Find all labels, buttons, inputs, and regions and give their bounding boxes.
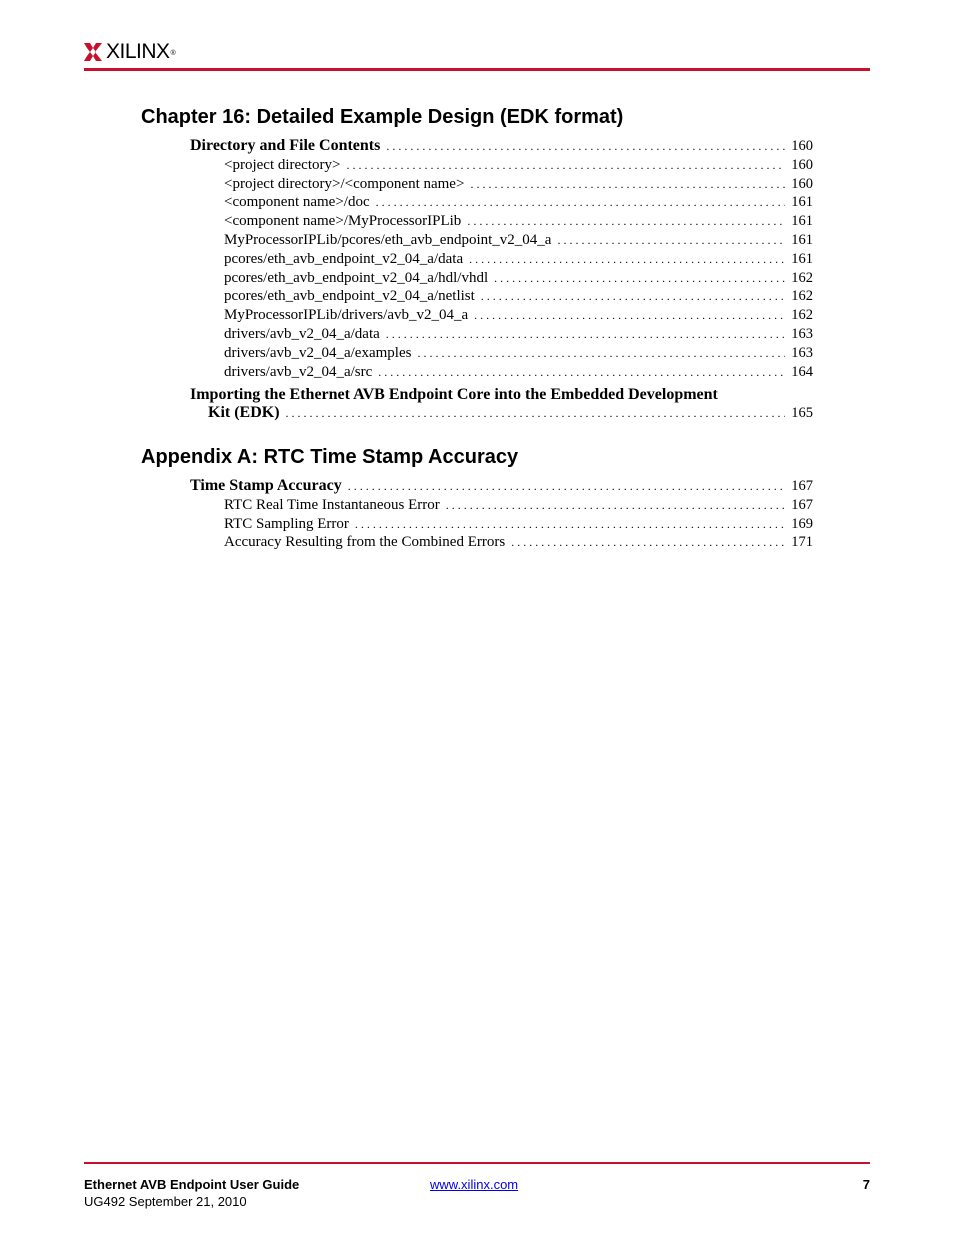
toc-entry[interactable] bbox=[190, 175, 813, 194]
toc-entry-label: pcores/eth_avb_endpoint_v2_04_a/data bbox=[224, 250, 464, 267]
leader-dots bbox=[386, 325, 785, 344]
xilinx-logo bbox=[84, 40, 175, 64]
page-number: 7 bbox=[862, 1177, 870, 1192]
toc-entry[interactable] bbox=[190, 363, 813, 382]
toc-page-number: 167 bbox=[791, 478, 813, 494]
toc-entry-label: drivers/avb_v2_04_a/src bbox=[224, 363, 373, 380]
toc-entry[interactable] bbox=[190, 231, 813, 250]
toc-section bbox=[190, 477, 813, 552]
leader-dots bbox=[511, 533, 785, 552]
toc-entry-label: <component name>/doc bbox=[224, 194, 370, 211]
toc-entry[interactable] bbox=[190, 496, 813, 515]
toc-entry[interactable] bbox=[190, 306, 813, 325]
toc-page-number: 162 bbox=[791, 288, 813, 305]
toc-entry-label: <project directory> bbox=[224, 156, 341, 173]
toc-entry-label: drivers/avb_v2_04_a/data bbox=[224, 325, 380, 342]
toc-entry[interactable] bbox=[190, 137, 813, 156]
toc-entry[interactable] bbox=[190, 287, 813, 306]
guide-title: Ethernet AVB Endpoint User Guide bbox=[84, 1177, 300, 1192]
toc-page-number: 161 bbox=[791, 194, 813, 211]
toc-page-number: 164 bbox=[791, 363, 813, 380]
header-rule bbox=[84, 68, 870, 71]
toc-entry-label: pcores/eth_avb_endpoint_v2_04_a/netlist bbox=[224, 288, 475, 305]
toc-section bbox=[190, 137, 813, 381]
footer-left bbox=[84, 1176, 299, 1210]
toc-page-number: 161 bbox=[791, 250, 813, 267]
toc-page-number: 162 bbox=[791, 307, 813, 324]
toc-page-number: 160 bbox=[791, 156, 813, 173]
toc-entry[interactable] bbox=[190, 515, 813, 534]
toc-entry-label: <component name>/MyProcessorIPLib bbox=[224, 213, 462, 230]
toc-page-number: 160 bbox=[791, 138, 813, 154]
leader-dots bbox=[376, 193, 786, 212]
logo-text: XILINX® bbox=[106, 40, 176, 63]
toc-entry[interactable] bbox=[190, 533, 813, 552]
footer-rule bbox=[84, 1162, 870, 1164]
toc-entry-label: drivers/avb_v2_04_a/examples bbox=[224, 344, 412, 361]
toc-entry[interactable] bbox=[190, 193, 813, 212]
toc-entry-multiline[interactable] bbox=[190, 385, 813, 423]
leader-dots bbox=[467, 212, 785, 231]
leader-dots bbox=[286, 404, 786, 423]
leader-dots bbox=[470, 175, 785, 194]
leader-dots bbox=[474, 306, 785, 325]
toc-entry[interactable] bbox=[190, 325, 813, 344]
toc-entry[interactable] bbox=[190, 156, 813, 175]
leader-dots bbox=[348, 477, 786, 496]
toc-entry-label: Kit (EDK) bbox=[208, 404, 280, 421]
chapter-title: Appendix A: RTC Time Stamp Accuracy bbox=[141, 446, 519, 468]
toc-page-number: 167 bbox=[791, 496, 813, 513]
toc-entry-label: Accuracy Resulting from the Combined Errors bbox=[224, 534, 506, 551]
toc-entry-label: RTC Sampling Error bbox=[224, 515, 349, 532]
toc-entry-label: RTC Real Time Instantaneous Error bbox=[224, 496, 440, 513]
leader-dots bbox=[469, 250, 785, 269]
toc-page-number: 171 bbox=[791, 534, 813, 551]
leader-dots bbox=[494, 269, 785, 288]
toc-entry-label: Importing the Ethernet AVB Endpoint Core into the Embedded Development bbox=[190, 386, 718, 403]
leader-dots bbox=[355, 515, 785, 534]
toc-entry[interactable] bbox=[190, 250, 813, 269]
toc-page-number: 165 bbox=[791, 405, 813, 421]
footer-center bbox=[430, 1176, 518, 1193]
toc-entry[interactable] bbox=[190, 212, 813, 231]
leader-dots bbox=[417, 344, 785, 363]
toc-page-number: 163 bbox=[791, 344, 813, 361]
toc-entry[interactable] bbox=[190, 477, 813, 496]
toc-page-number: 162 bbox=[791, 269, 813, 286]
chapter-title: Chapter 16: Detailed Example Design (EDK format) bbox=[141, 106, 624, 128]
leader-dots bbox=[557, 231, 785, 250]
toc-page-number: 160 bbox=[791, 175, 813, 192]
toc-entry-label: Time Stamp Accuracy bbox=[190, 477, 342, 494]
leader-dots bbox=[446, 496, 786, 515]
toc-entry-label: MyProcessorIPLib/pcores/eth_avb_endpoint_v2_04_a bbox=[224, 231, 552, 248]
toc-entry-label: <project directory>/<component name> bbox=[224, 175, 465, 192]
toc-page-number: 169 bbox=[791, 515, 813, 532]
xilinx-mark-icon bbox=[84, 43, 102, 61]
toc-page-number: 163 bbox=[791, 325, 813, 342]
website-link[interactable]: www.xilinx.com bbox=[430, 1177, 519, 1192]
toc-entry-label: Directory and File Contents bbox=[190, 137, 381, 154]
toc-page-number: 161 bbox=[791, 213, 813, 230]
toc-entry[interactable] bbox=[190, 269, 813, 288]
leader-dots bbox=[378, 363, 785, 382]
toc-entry-label: MyProcessorIPLib/drivers/avb_v2_04_a bbox=[224, 307, 469, 324]
leader-dots bbox=[386, 137, 785, 156]
toc-page-number: 161 bbox=[791, 231, 813, 248]
toc-entry-label: pcores/eth_avb_endpoint_v2_04_a/hdl/vhdl bbox=[224, 269, 489, 286]
toc-entry[interactable] bbox=[190, 344, 813, 363]
doc-id: UG492 September 21, 2010 bbox=[84, 1194, 247, 1209]
leader-dots bbox=[346, 156, 785, 175]
leader-dots bbox=[481, 287, 785, 306]
